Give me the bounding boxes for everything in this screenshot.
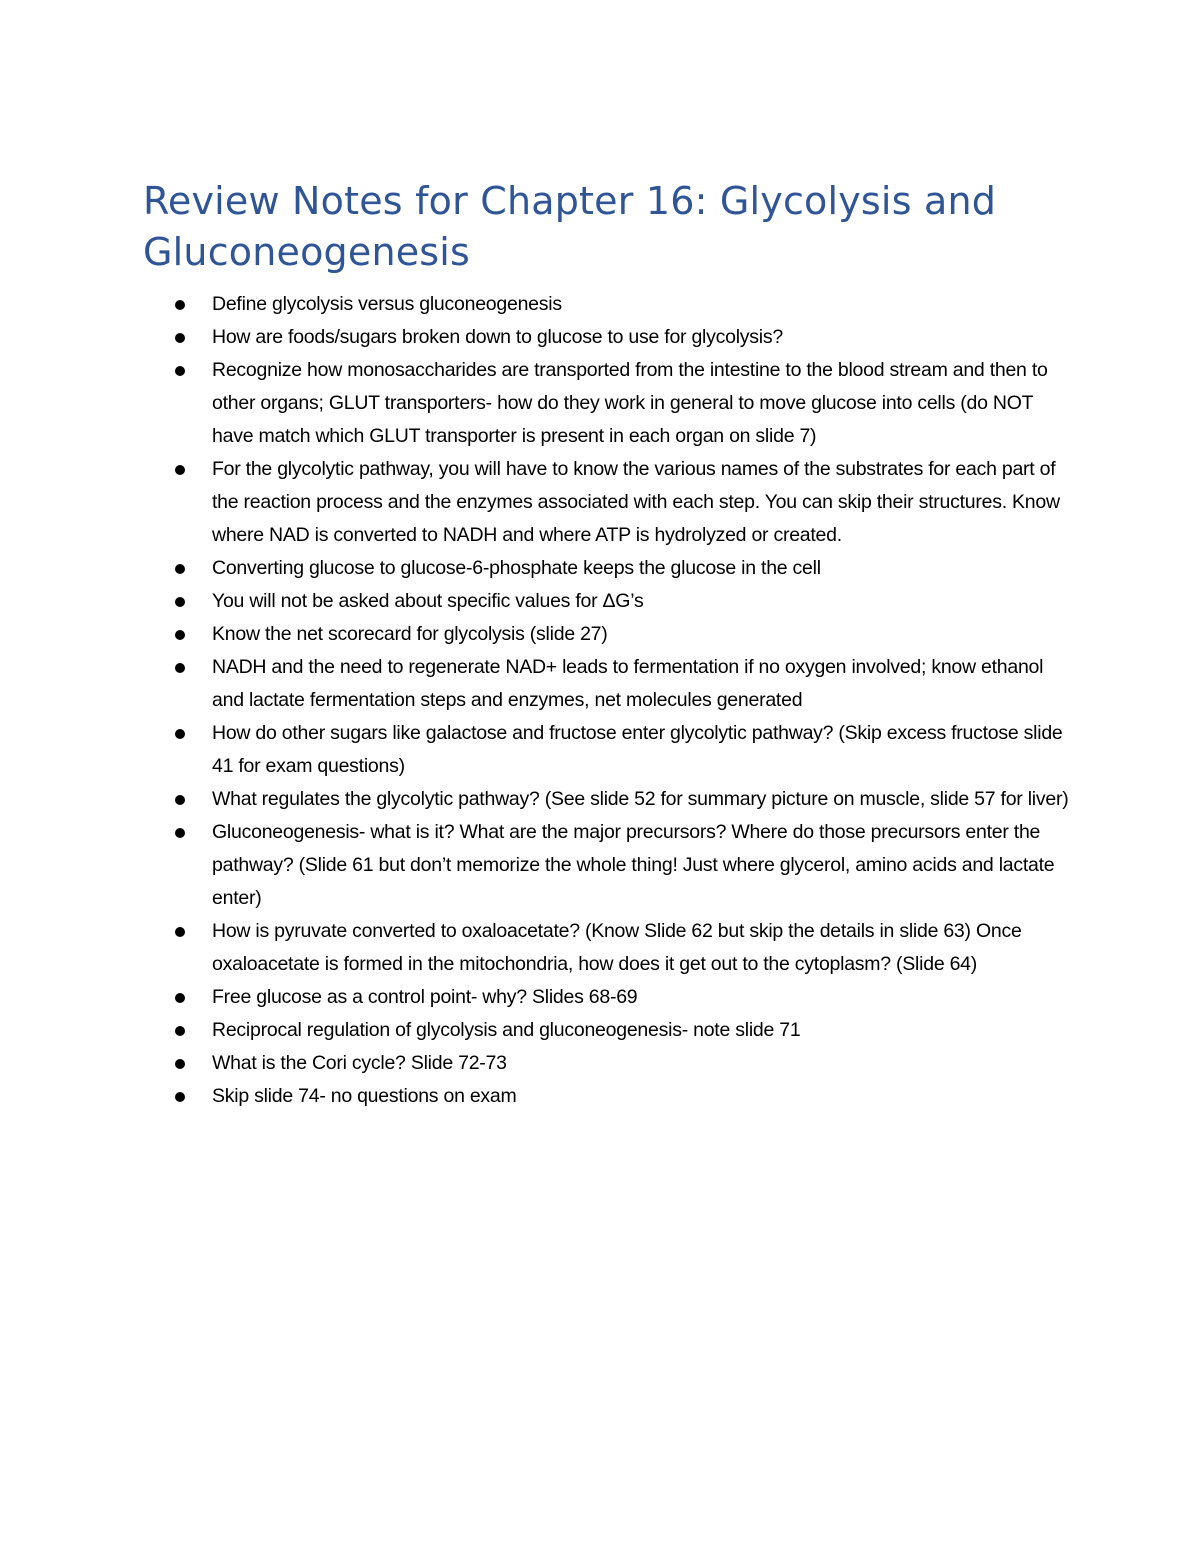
list-item-text: You will not be asked about specific values for ΔG’s [212,590,644,612]
list-item [0,1014,1072,1047]
list-item [0,321,1072,354]
bullet-icon [175,795,185,805]
list-item [0,1047,1072,1080]
list-item-text: How is pyruvate converted to oxaloacetate? (Know Slide 62 but skip the details in slide 63) Once oxaloacetate is formed in the mitochondria, how does it get out to the cytoplasm? (Slide 64) [212,920,1022,975]
list-item [0,915,1072,981]
list-item [0,453,1072,552]
list-item [0,585,1072,618]
bullet-icon [175,366,185,376]
list-item [0,981,1072,1014]
review-notes-list [0,288,1200,1113]
bullet-icon [175,828,185,838]
list-item [0,354,1072,453]
list-item [0,783,1072,816]
bullet-icon [175,597,185,607]
page-title: Review Notes for Chapter 16: Glycolysis and Gluconeogenesis [143,179,997,274]
list-item [0,816,1072,915]
bullet-icon [175,927,185,937]
list-item-text: Recognize how monosaccharides are transported from the intestine to the blood stream and then to other organs; GLUT transporters- how do they work in general to move glucose into cells (do NOT have match which GLUT transporter is present in each organ on slide 7) [212,359,1048,447]
bullet-icon [175,993,185,1003]
bullet-icon [175,663,185,673]
list-item-text: Converting glucose to glucose-6-phosphate keeps the glucose in the cell [212,557,821,579]
bullet-icon [175,564,185,574]
bullet-icon [175,1059,185,1069]
list-item-text: Define glycolysis versus gluconeogenesis [212,293,562,315]
list-item [0,1080,1072,1113]
list-item-text: What regulates the glycolytic pathway? (See slide 52 for summary picture on muscle, slide 57 for liver) [212,788,1069,810]
list-item-text: Know the net scorecard for glycolysis (slide 27) [212,623,608,645]
list-item-text: Skip slide 74- no questions on exam [212,1085,517,1107]
list-item-text: Gluconeogenesis- what is it? What are the major precursors? Where do those precursors enter the pathway? (Slide 61 but don’t memorize the whole thing! Just where glycerol, amino acids and lactate enter) [212,821,1055,909]
bullet-icon [175,300,185,310]
list-item-text: How are foods/sugars broken down to glucose to use for glycolysis? [212,326,783,348]
list-item-text: Reciprocal regulation of glycolysis and gluconeogenesis- note slide 71 [212,1019,801,1041]
bullet-icon [175,1092,185,1102]
bullet-icon [175,630,185,640]
list-item [0,618,1072,651]
list-item [0,651,1072,717]
list-item-text: For the glycolytic pathway, you will have to know the various names of the substrates for each part of the reaction process and the enzymes associated with each step. You can skip their structures. Know where NAD is converted to NADH and where ATP is hydrolyzed or created. [212,458,1060,546]
list-item [0,552,1072,585]
list-item-text: Free glucose as a control point- why? Slides 68-69 [212,986,638,1008]
list-item-text: NADH and the need to regenerate NAD+ leads to fermentation if no oxygen involved; know ethanol and lactate fermentation steps and enzymes, net molecules generated [212,656,1044,711]
bullet-icon [175,1026,185,1036]
list-item-text: How do other sugars like galactose and fructose enter glycolytic pathway? (Skip excess fructose slide 41 for exam questions) [212,722,1063,777]
bullet-icon [175,333,185,343]
list-item [0,717,1072,783]
bullet-icon [175,465,185,475]
list-item-text: What is the Cori cycle? Slide 72-73 [212,1052,507,1074]
bullet-icon [175,729,185,739]
list-item [0,288,1072,321]
